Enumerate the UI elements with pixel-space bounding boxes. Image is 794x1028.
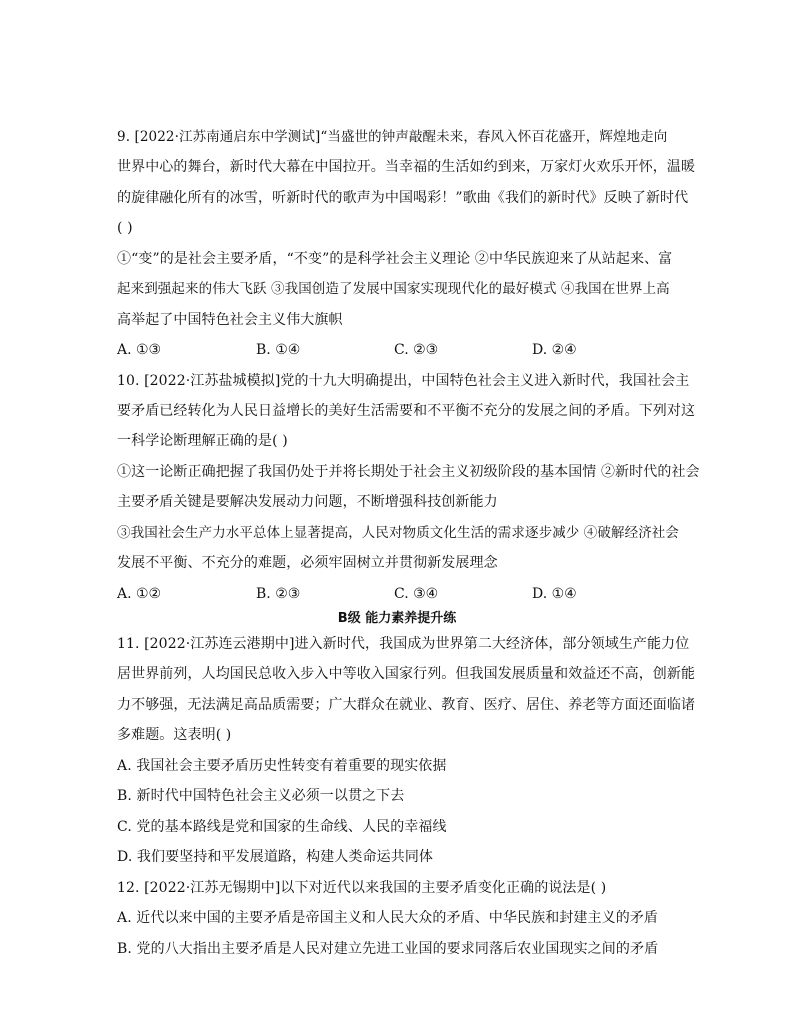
q11-option-c: C. 党的基本路线是党和国家的生命线、人民的幸福线 [117,819,447,835]
q9-option-d: D. ②④ [532,342,577,358]
q10-statement-line-3: ③我国社会生产力水平总体上显著提高，人民对物质文化生活的需求逐步减少 ④破解经济社会 [117,525,679,541]
q11-option-d: D. 我们要坚持和平发展道路，构建人类命运共同体 [117,849,434,865]
q10-option-b: B. ②③ [256,586,301,602]
q11-option-b: B. 新时代中国特色社会主义必须一以贯之下去 [117,788,405,804]
q9-statement-line-1: ①“变”的是社会主要矛盾，“不变”的是科学社会主义理论 ②中华民族迎来了从站起来、富 [117,251,673,267]
q11-stem-line-4: 多难题。这表明( ) [117,727,232,743]
q9-option-c: C. ②③ [394,342,439,358]
q11-option-a: A. 我国社会主要矛盾历史性转变有着重要的现实依据 [117,758,447,774]
q10-stem-line-3: 一科学论断理解正确的是( ) [117,433,288,449]
q9-stem-line-1: 9. [2022·江苏南通启东中学测试]“当盛世的钟声敲醒未来，春风入怀百花盛开，辉煌地走向 [117,129,668,145]
q9-stem-line-2: 世界中心的舞台，新时代大幕在中国拉开。当幸福的生活如约到来，万家灯火欢乐开怀，温暖 [117,159,696,175]
q11-stem-line-2: 居世界前列，人均国民总收入步入中等收入国家行列。但我国发展质量和效益还不高，创新能 [117,666,696,682]
q10-stem-line-1: 10. [2022·江苏盐城模拟]党的十九大明确提出，中国特色社会主义进入新时代，我国社会主 [117,373,690,389]
q10-option-d: D. ①④ [532,586,577,602]
q11-stem-line-1: 11. [2022·江苏连云港期中]进入新时代，我国成为世界第二大经济体，部分领域生产能力位 [117,636,690,652]
q9-answer-blank: ( ) [117,220,133,236]
q10-statement-line-1: ①这一论断正确把握了我国仍处于并将长期处于社会主义初级阶段的基本国情 ②新时代的社会 [117,464,700,480]
q12-option-a: A. 近代以来中国的主要矛盾是帝国主义和人民大众的矛盾、中华民族和封建主义的矛盾 [117,910,659,926]
q9-option-a: A. ①③ [117,342,162,358]
section-heading: B级 能力素养提升练 [337,611,457,626]
q9-stem-line-3: 的旋律融化所有的冰雪，听新时代的歌声为中国喝彩！”歌曲《我们的新时代》反映了新时代 [117,190,689,206]
q10-option-a: A. ①② [117,586,162,602]
q9-statement-line-2: 起来到强起来的伟大飞跃 ③我国创造了发展中国家实现现代化的最好模式 ④我国在世界上高 [117,281,670,297]
q10-statement-line-4: 发展不平衡、不充分的难题，必须牢固树立并贯彻新发展理念 [117,555,498,571]
q10-option-c: C. ③④ [394,586,439,602]
q9-option-b: B. ①④ [256,342,301,358]
q12-stem-line-1: 12. [2022·江苏无锡期中]以下对近代以来我国的主要矛盾变化正确的说法是( ) [117,880,607,896]
q9-statement-line-3: 高举起了中国特色社会主义伟大旗帜 [117,312,343,328]
q12-option-b: B. 党的八大指出主要矛盾是人民对建立先进工业国的要求同落后农业国现实之间的矛盾 [117,941,659,957]
q10-stem-line-2: 要矛盾已经转化为人民日益增长的美好生活需要和不平衡不充分的发展之间的矛盾。下列对这 [117,403,696,419]
q11-stem-line-3: 力不够强，无法满足高品质需要；广大群众在就业、教育、医疗、居住、养老等方面还面临诸 [117,697,696,713]
q10-statement-line-2: 主要矛盾关键是要解决发展动力问题，不断增强科技创新能力 [117,494,498,510]
